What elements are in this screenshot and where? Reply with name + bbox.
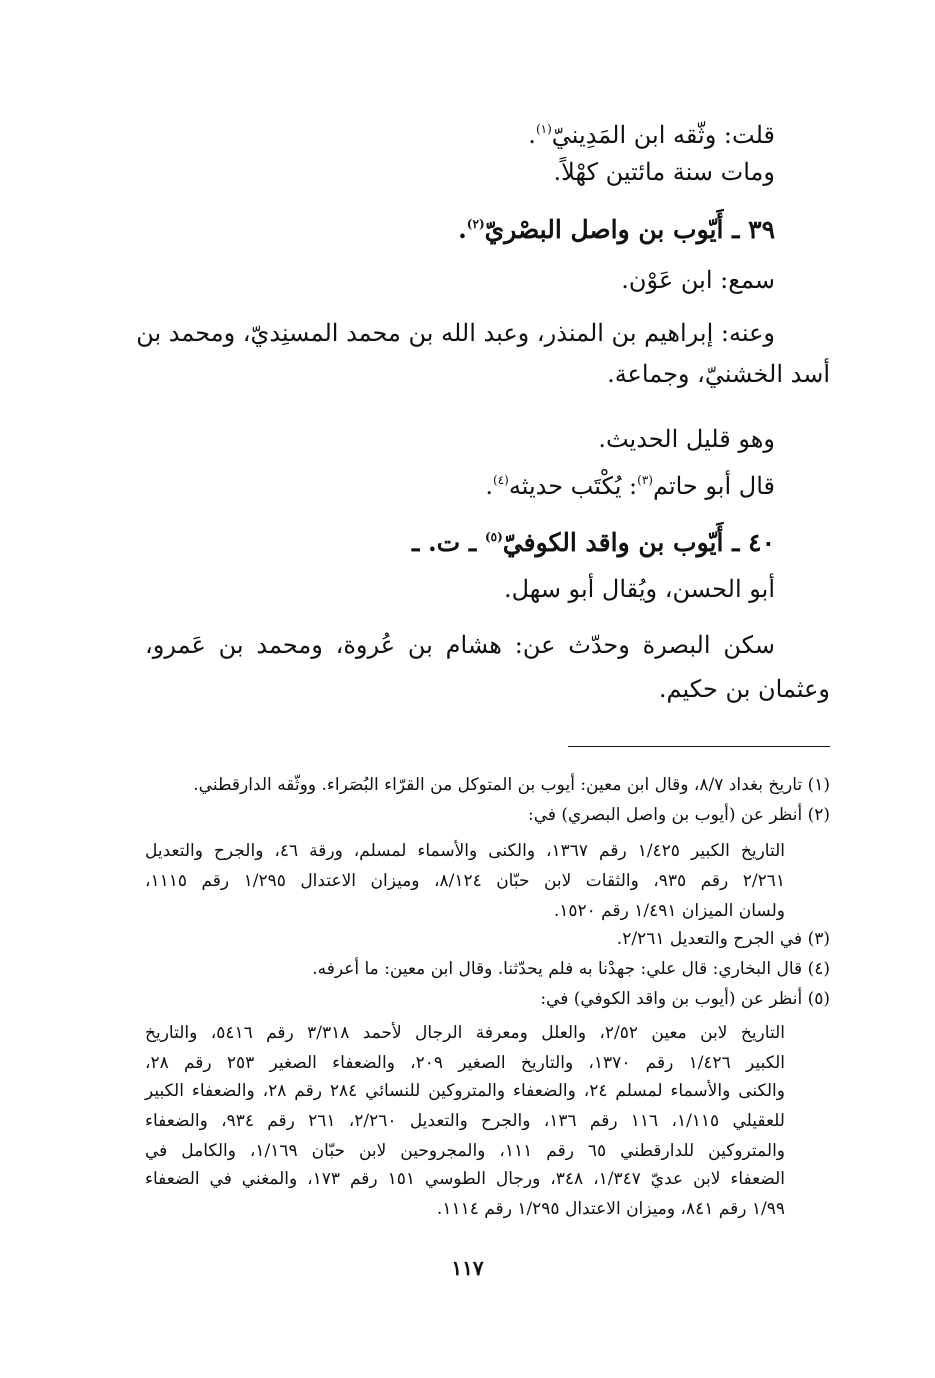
- footnote-2: (٢) أنظر عن (أيوب بن واصل البصري) في:: [527, 805, 830, 825]
- entry-heading-39: [458, 207, 775, 247]
- text-segment: قال أبو حاتم: [652, 472, 775, 500]
- heading-end: .: [458, 215, 467, 244]
- footnote-ref: (٢): [466, 217, 485, 231]
- footnote-1: (١) تاريخ بغداد ٨/٧، وقال ابن معين: أيوب بن المتوكل من القرّاء البُصَراء. ووثّقه الدارقطني.: [193, 775, 830, 795]
- text-line: [485, 463, 775, 503]
- text-line: وعنه: إبراهيم بن المنذر، وعبد الله بن محمد المسنِديّ، ومحمد بن: [136, 319, 775, 347]
- footnote-5-line: والكنى والأسماء لمسلم ٢٤، والضعفاء والمتروكين للنسائي ٢٨٤ رقم ٢٨، والضعفاء الكبير: [145, 1081, 785, 1101]
- text-segment: .: [485, 472, 493, 500]
- footnote-ref: (٣): [637, 473, 653, 487]
- footnote-3: (٣) في الجرح والتعديل ٢/٢٦١.: [616, 929, 830, 949]
- footnote-ref: (١): [535, 122, 552, 136]
- page-number: ١١٧: [451, 1256, 484, 1280]
- footnote-5-line: الضعفاء لابن عديّ ١/٣٤٧، ٣٤٨، ورجال الطوسي ١٥١ رقم ١٧٣، والمغني في الضعفاء: [145, 1169, 785, 1189]
- text-segment: .: [528, 121, 536, 149]
- footnote-5-line: والمتروكين للدارقطني ٦٥ رقم ١١١، والمجروحين لابن حبّان ١/١٦٩، والكامل في: [145, 1141, 785, 1161]
- text-line: أسد الخشنيّ، وجماعة.: [607, 360, 830, 388]
- footnote-ref: (٤): [493, 473, 509, 487]
- text-line: وعثمان بن حكيم.: [658, 675, 830, 703]
- footnote-4: (٤) قال البخاري: قال علي: جهدْنا به فلم يحدّثنا. وقال ابن معين: ما أعرفه.: [312, 959, 830, 979]
- text-line: وهو قليل الحديث.: [598, 425, 775, 453]
- text-segment: : يُكْتَب حديثه: [508, 472, 638, 500]
- footnote-2-line: ٢/٢٦١ رقم ٩٣٥، والثقات لابن حبّان ٨/١٢٤، وميزان الاعتدال ١/٢٩٥ رقم ١١١٥،: [145, 871, 785, 891]
- heading-end: ـ ت. ـ: [411, 528, 485, 557]
- text-line: ومات سنة مائتين كهْلاً.: [553, 158, 775, 186]
- footnote-5-line: الكبير ١/٤٢٦ رقم ١٣٧٠، والتاريخ الصغير ٢٠٩، والضعفاء الصغير ٢٥٣ رقم ٢٨،: [145, 1053, 785, 1073]
- entry-heading-40: [412, 520, 775, 560]
- footnote-2-line: ولسان الميزان ١/٤٩١ رقم ١٥٢٠.: [553, 901, 785, 921]
- footnote-separator: [568, 746, 830, 747]
- heading-text: ٤٠ ـ أَيّوب بن واقد الكوفيّ: [502, 528, 775, 557]
- text-segment: قلت: وثّقه ابن المَدِينيّ: [551, 121, 775, 149]
- text-line: سمع: ابن عَوْن.: [621, 266, 775, 294]
- footnote-5-line: ١/٩٩ رقم ٨٤١، وميزان الاعتدال ١/٢٩٥ رقم ١١١٤.: [436, 1199, 785, 1219]
- text-line: [528, 112, 775, 152]
- footnote-ref: (٥): [484, 530, 503, 544]
- footnote-2-line: التاريخ الكبير ١/٤٢٥ رقم ١٣٦٧، والكنى والأسماء لمسلم، ورقة ٤٦، والجرح والتعديل: [145, 841, 785, 861]
- footnote-5: (٥) أنظر عن (أيوب بن واقد الكوفي) في:: [540, 989, 830, 1009]
- text-line: أبو الحسن، ويُقال أبو سهل.: [503, 575, 775, 603]
- text-line: سكن البصرة وحدّث عن: هشام بن عُروة، ومحمد بن عَمرو،: [145, 631, 775, 659]
- heading-text: ٣٩ ـ أَيّوب بن واصل البصْريّ: [484, 215, 775, 244]
- footnote-5-line: للعقيلي ١/١١٥، ١١٦ رقم ١٣٦، والجرح والتعديل ٢/٢٦٠، ٢٦١ رقم ٩٣٤، والضعفاء: [145, 1111, 785, 1131]
- footnote-5-line: التاريخ لابن معين ٢/٥٢، والعلل ومعرفة الرجال لأحمد ٣/٣١٨ رقم ٥٤١٦، والتاريخ: [145, 1023, 785, 1043]
